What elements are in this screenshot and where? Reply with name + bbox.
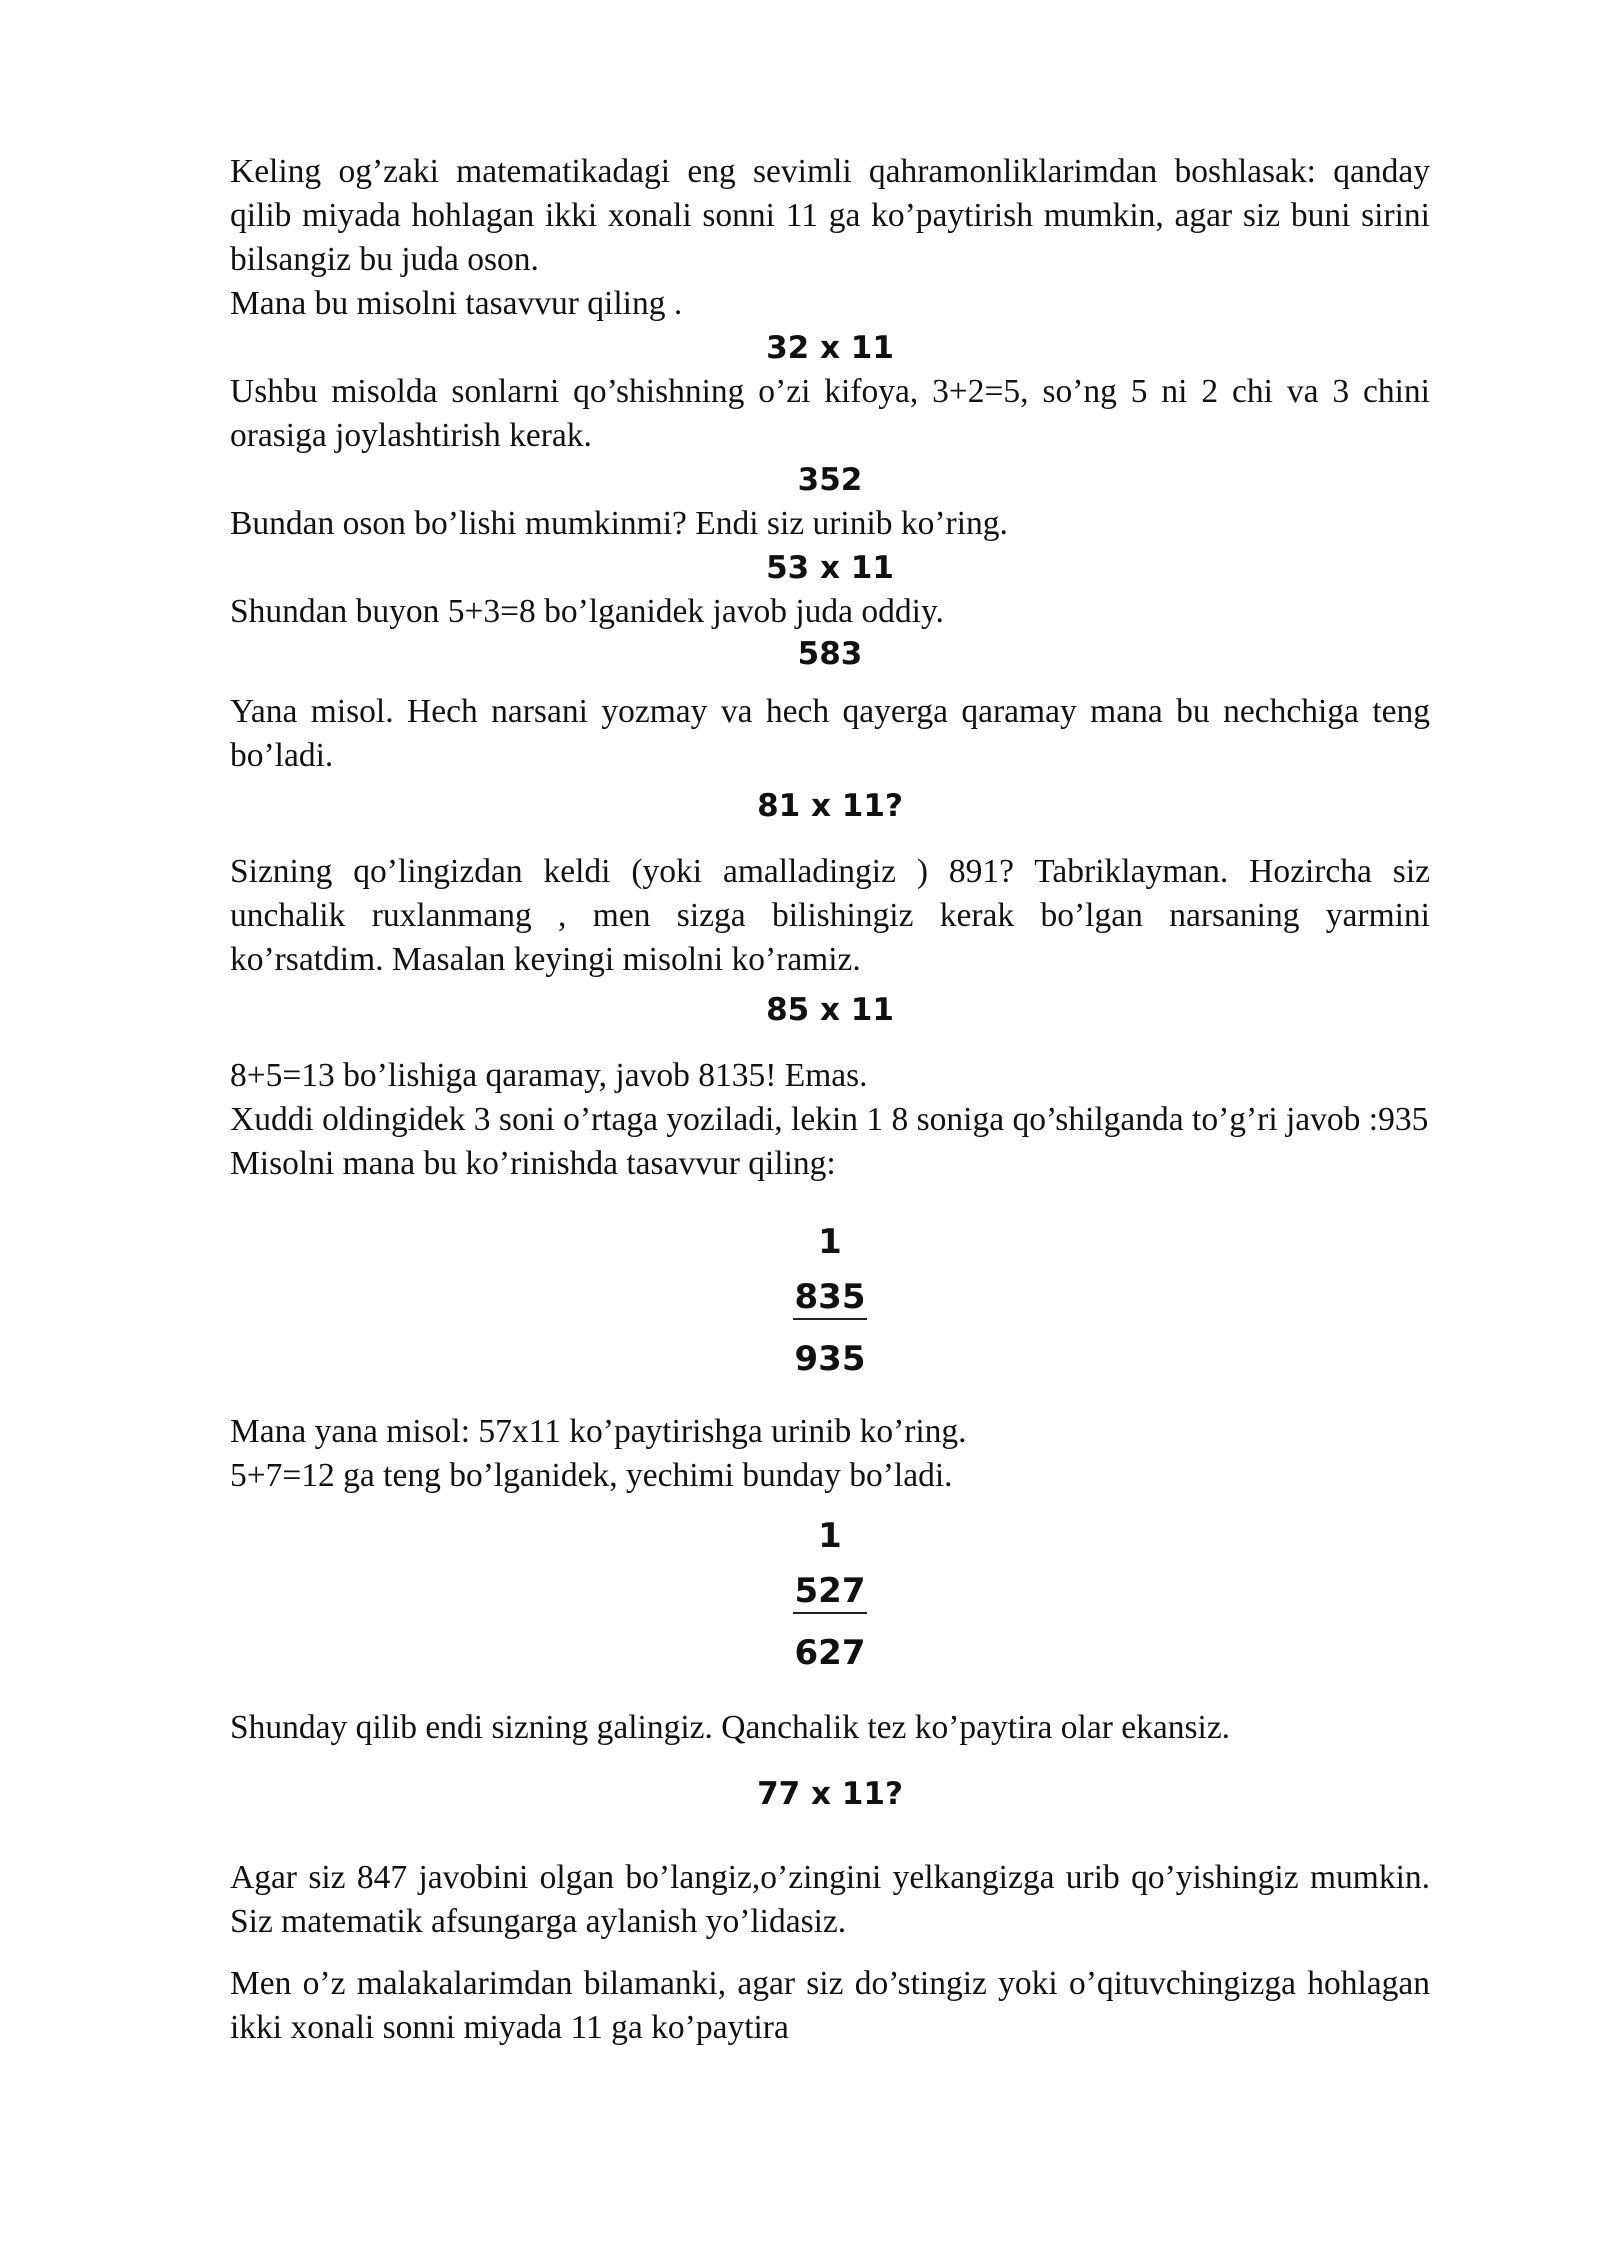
- partial-sum: 527: [793, 1570, 868, 1614]
- result-583: 583: [797, 636, 863, 672]
- paragraph-skills: Men o’z malakalarimdan bilamanki, agar siz do’stingiz yoki o’qituvchingizga hohlagan ikki xonali sonni miyada 11 ga ko’paytira: [230, 1965, 1430, 2046]
- paragraph-5plus7: 5+7=12 ga teng bo’lganidek, yechimi bunday bo’ladi.: [230, 1457, 953, 1494]
- example-85x11: 85 x 11: [766, 992, 894, 1028]
- example-81x11: 81 x 11?: [757, 788, 903, 824]
- paragraph-easy: Bundan oson bo’lishi mumkinmi? Endi siz urinib ko’ring.: [230, 505, 1008, 542]
- document-page: [230, 150, 1430, 2050]
- paragraph-not-8135: 8+5=13 bo’lishiga qaramay, javob 8135! Emas.: [230, 1057, 868, 1094]
- carry-digit: 1: [818, 1516, 842, 1556]
- example-32x11: 32 x 11: [766, 330, 894, 366]
- final-result: 627: [794, 1633, 866, 1673]
- example-53x11: 53 x 11: [766, 550, 894, 586]
- paragraph-visualize: Misolni mana bu ko’rinishda tasavvur qiling:: [230, 1145, 836, 1182]
- carry-digit: 1: [818, 1222, 842, 1262]
- paragraph-847: Agar siz 847 javobini olgan bo’langiz,o’zingini yelkangizga urib qo’yishingiz mumkin. Siz matematik afsungarga aylanish yo’lidasiz.: [230, 1859, 1430, 1940]
- paragraph-try-57: Mana yana misol: 57x11 ko’paytirishga urinib ko’ring.: [230, 1413, 967, 1450]
- paragraph-carry-explain: Xuddi oldingidek 3 soni o’rtaga yoziladi, lekin 1 8 soniga qo’shilganda to’g’ri javob :935: [230, 1101, 1429, 1138]
- carry-stack-57: [230, 1516, 1430, 1674]
- paragraph-imagine: Mana bu misolni tasavvur qiling .: [230, 285, 683, 322]
- paragraph-simple-answer: Shundan buyon 5+3=8 bo’lganidek javob juda oddiy.: [230, 593, 944, 630]
- paragraph-your-turn: Shunday qilib endi sizning galingiz. Qanchalik tez ko’paytira olar ekansiz.: [230, 1709, 1231, 1746]
- paragraph-congrats: Sizning qo’lingizdan keldi (yoki amalladingiz ) 891? Tabriklayman. Hozircha siz unchalik ruxlanmang , men sizga bilishingiz kerak bo’lgan narsaning yarmini ko’rsatdim. Masalan keyingi misolni ko’ramiz.: [230, 853, 1430, 978]
- paragraph-intro: Keling og’zaki matematikadagi eng sevimli qahramonliklarimdan boshlasak: qanday qilib miyada hohlagan ikki xonali sonni 11 ga ko’paytirish mumkin, agar siz buni sirini bilsangiz bu juda oson.: [230, 153, 1430, 278]
- paragraph-explain-sum: Ushbu misolda sonlarni qo’shishning o’zi kifoya, 3+2=5, so’ng 5 ni 2 chi va 3 chini orasiga joylashtirish kerak.: [230, 373, 1430, 454]
- example-77x11: 77 x 11?: [757, 1776, 903, 1812]
- final-result: 935: [794, 1339, 866, 1379]
- paragraph-another-example: Yana misol. Hech narsani yozmay va hech qayerga qaramay mana bu nechchiga teng bo’ladi.: [230, 693, 1430, 774]
- carry-stack-85: [230, 1222, 1430, 1380]
- result-352: 352: [797, 462, 863, 498]
- partial-sum: 835: [793, 1276, 868, 1320]
